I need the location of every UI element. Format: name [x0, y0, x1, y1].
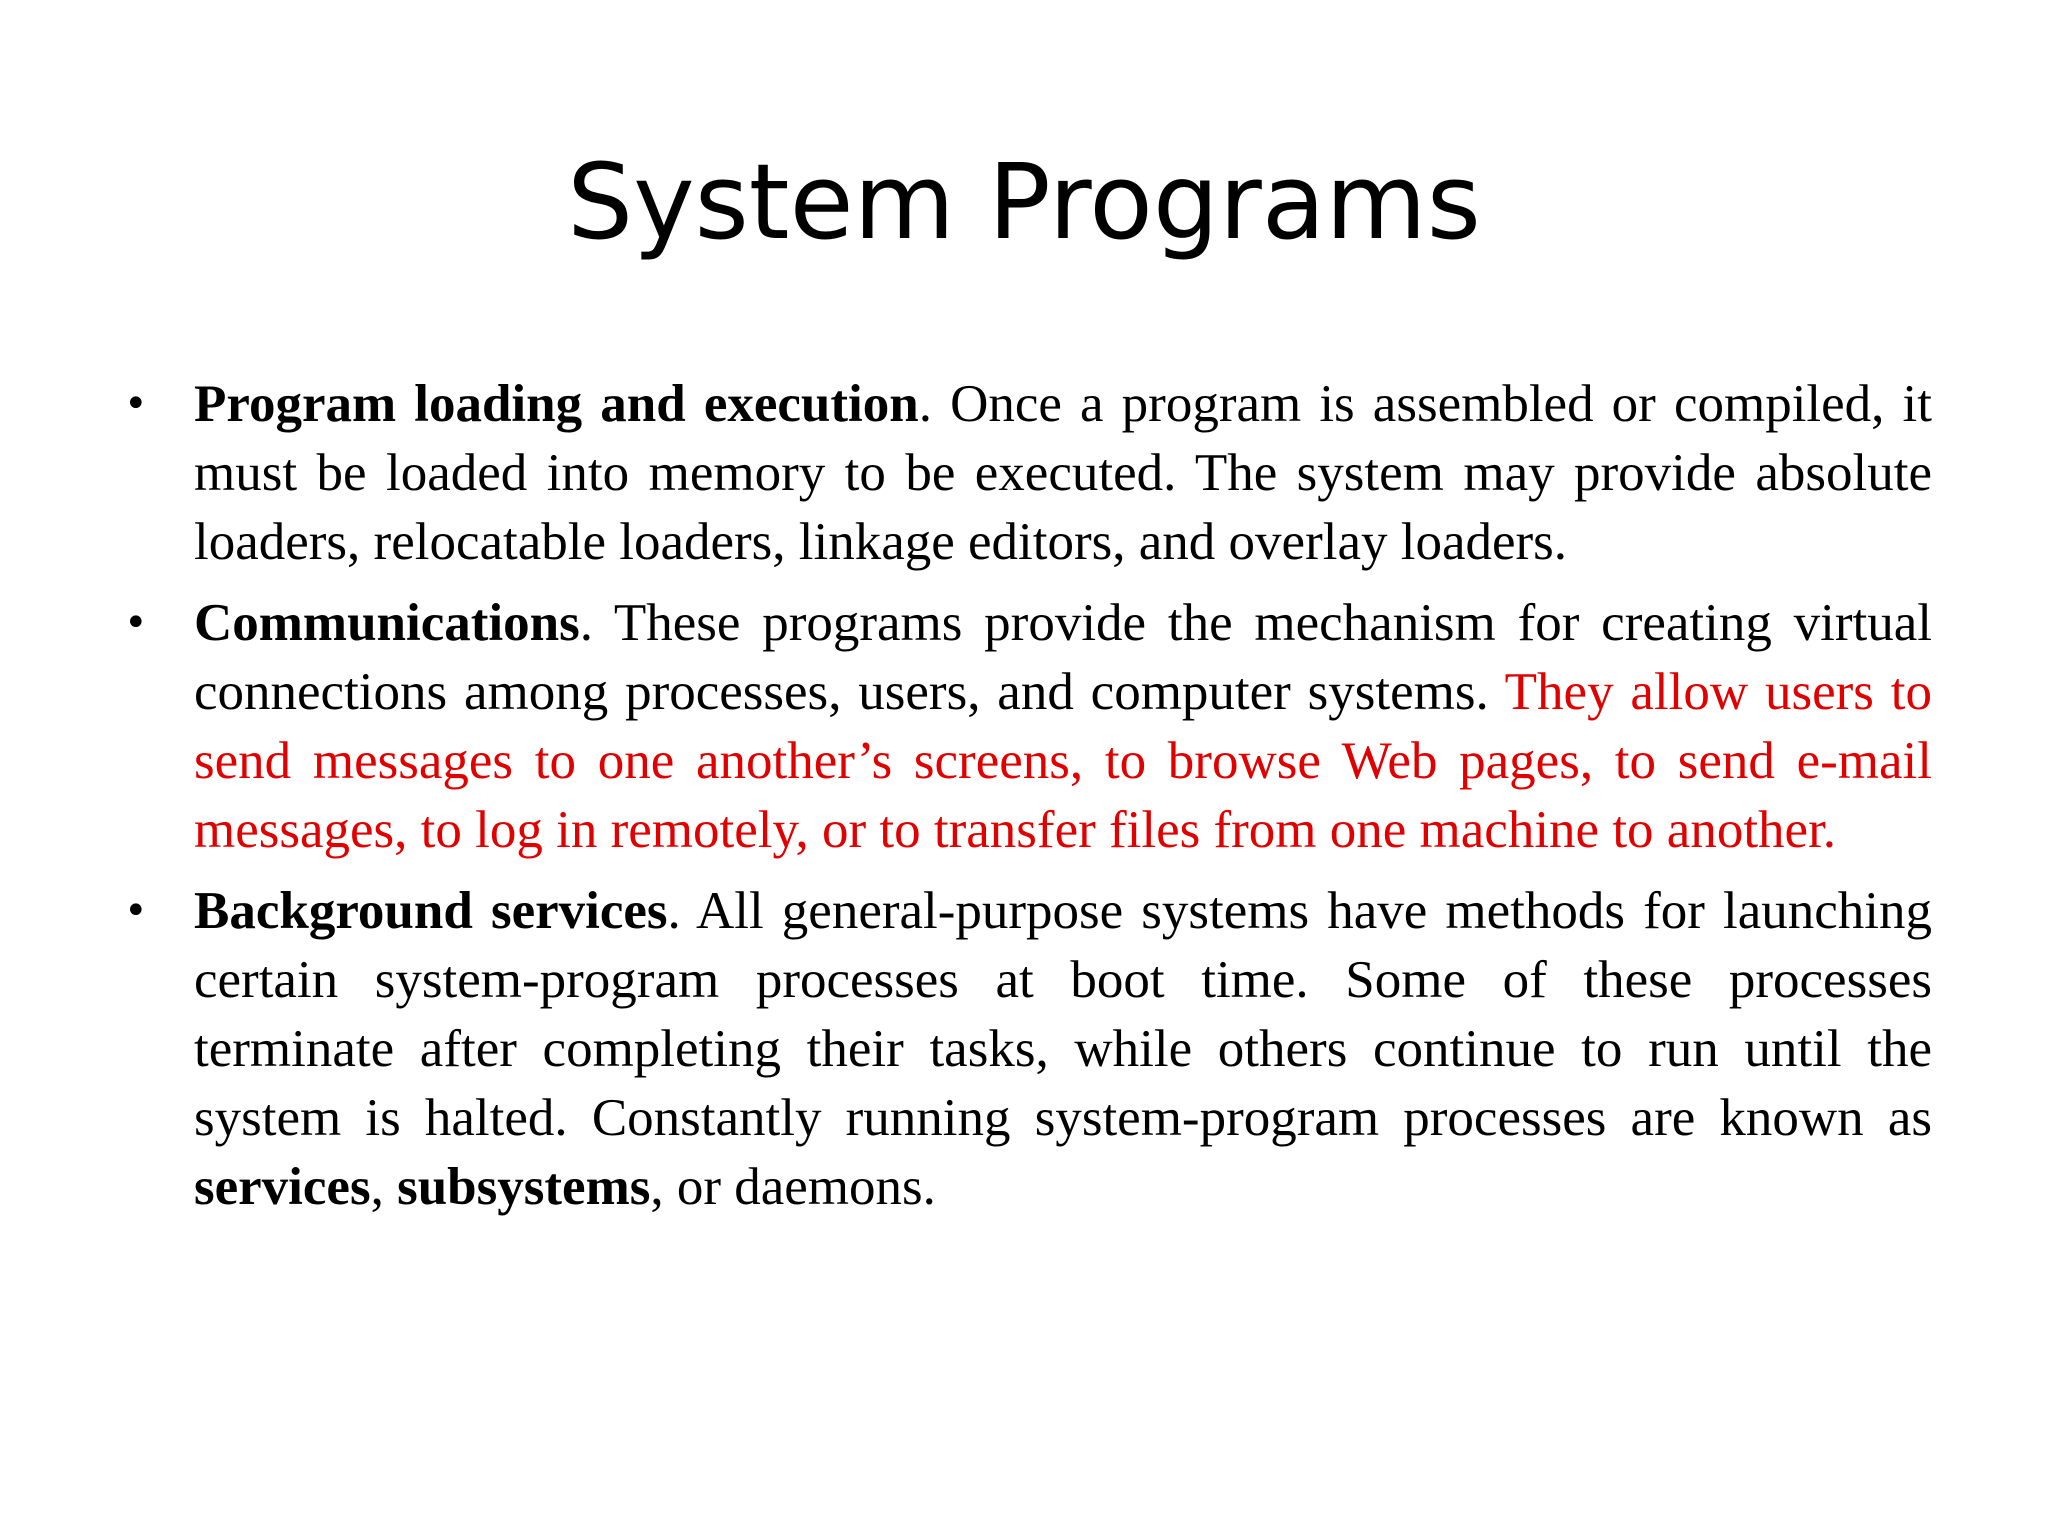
bullet-text: These programs provide the mechanism for creating virtual connections among processes, users, and computer systems.: [194, 594, 1932, 721]
slide-title: System Programs: [567, 141, 1481, 263]
bullet-text: All general-purpose systems have methods for launching certain system-program processes at boot time. Some of these processes terminate after completing their tasks, while others continue to run until the system is halted. Constantly running system-program processes are known as: [194, 882, 1932, 1147]
bullet-background-services: [120, 877, 1932, 1222]
bullet-term: Program loading and execution: [194, 375, 919, 433]
bullet-term: Background services: [194, 882, 668, 940]
bullet-marker: •: [124, 600, 148, 646]
bullet-program-loading: [120, 370, 1932, 577]
bullet-list: [120, 370, 1932, 1234]
bullet-marker: •: [124, 381, 148, 427]
bullet-term-punct: .: [579, 594, 594, 652]
bullet-term: Communications: [194, 594, 580, 652]
bullet-marker: •: [124, 888, 148, 934]
bullet-term-punct: .: [918, 375, 932, 433]
bullet-term-punct: .: [667, 882, 681, 940]
bullet-highlight-text: They allow users to send messages to one another’s screens, to browse Web pages, to send e-mail messages, to log in remotely, or to transfer files from one machine to another.: [194, 663, 1933, 859]
bullet-separator: ,: [370, 1158, 398, 1216]
bullet-tail: , or daemons.: [650, 1158, 936, 1216]
bullet-communications: [120, 589, 1932, 865]
bullet-bold-services: services: [194, 1158, 371, 1216]
bullet-text: Once a program is assembled or compiled, it must be loaded into memory to be executed. The system may provide absolute loaders, relocatable loaders, linkage editors, and overlay loaders.: [194, 375, 1932, 571]
bullet-bold-subsystems: subsystems: [397, 1158, 651, 1216]
